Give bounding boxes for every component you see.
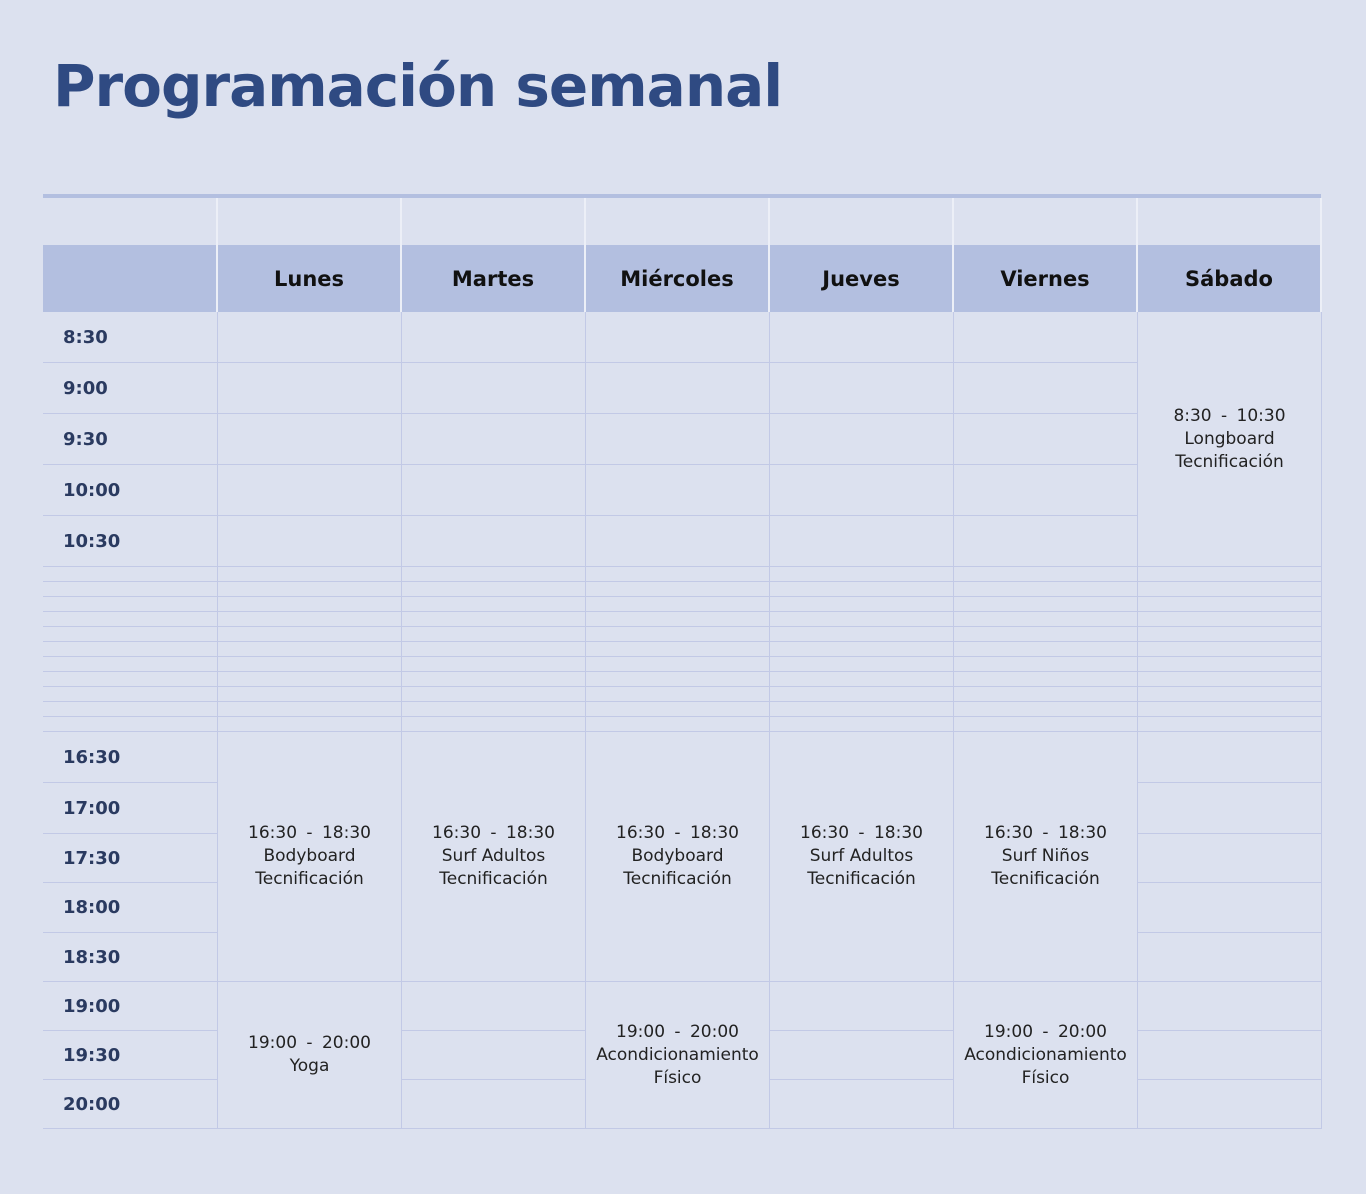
header-corner [43,245,218,312]
event-level: Tecnificación [991,869,1100,889]
empty-slot[interactable] [770,702,954,717]
empty-slot[interactable] [218,567,402,582]
empty-slot[interactable] [218,612,402,627]
empty-slot[interactable] [1138,834,1322,883]
empty-slot[interactable] [770,642,954,657]
empty-slot[interactable] [402,567,586,582]
empty-slot[interactable] [1138,883,1322,933]
empty-slot[interactable] [770,657,954,672]
empty-slot[interactable] [218,597,402,612]
empty-slot[interactable] [402,597,586,612]
empty-slot[interactable] [218,582,402,597]
event-name: Acondicionamiento [964,1044,1127,1065]
spacer-cell [43,198,218,245]
empty-slot[interactable] [954,312,1138,363]
empty-slot[interactable] [954,717,1138,732]
empty-slot[interactable] [586,567,770,582]
empty-slot[interactable] [402,312,586,363]
event-level: Tecnificación [807,869,916,889]
event-name: Surf Niños [1001,846,1090,866]
empty-slot[interactable] [402,672,586,687]
spacer-cell [1138,198,1322,245]
event-viernes-surf-ninos[interactable] [954,732,1138,982]
day-header-viernes: Viernes [954,245,1138,312]
empty-slot[interactable] [402,717,586,732]
event-level: Tecnificación [439,869,548,889]
empty-slot[interactable] [1138,657,1322,672]
empty-slot[interactable] [218,687,402,702]
event-lunes-yoga[interactable] [218,982,402,1129]
empty-slot[interactable] [954,516,1138,567]
empty-slot[interactable] [770,363,954,414]
spacer-cell [402,198,586,245]
empty-slot[interactable] [954,414,1138,465]
empty-slot[interactable] [402,516,586,567]
event-name: Surf Adultos [441,846,546,866]
event-level: Tecnificación [623,869,732,889]
empty-slot[interactable] [402,414,586,465]
empty-slot[interactable] [586,612,770,627]
spacer-cell [770,198,954,245]
empty-slot[interactable] [218,702,402,717]
empty-slot[interactable] [43,657,218,672]
empty-slot[interactable] [43,702,218,717]
day-header-sabado: Sábado [1138,245,1322,312]
event-name: Bodyboard [631,846,724,866]
empty-slot[interactable] [1138,687,1322,702]
empty-slot[interactable] [402,687,586,702]
empty-slot[interactable] [402,642,586,657]
empty-slot[interactable] [770,597,954,612]
empty-slot[interactable] [586,717,770,732]
empty-slot[interactable] [1138,627,1322,642]
event-time: 16:30 - 18:30 [616,823,739,843]
empty-slot[interactable] [586,672,770,687]
empty-slot[interactable] [1138,642,1322,657]
empty-slot[interactable] [770,567,954,582]
empty-slot[interactable] [1138,1031,1322,1080]
empty-slot[interactable] [218,312,402,363]
empty-slot[interactable] [1138,717,1322,732]
empty-slot[interactable] [586,516,770,567]
empty-slot[interactable] [954,582,1138,597]
empty-slot[interactable] [402,1031,586,1080]
event-level: Físico [1021,1067,1070,1088]
empty-slot[interactable] [770,1031,954,1080]
event-jueves-surf-adultos[interactable] [770,732,954,982]
empty-slot[interactable] [770,982,954,1031]
empty-slot[interactable] [1138,702,1322,717]
empty-slot[interactable] [402,582,586,597]
empty-slot[interactable] [954,672,1138,687]
day-header-martes: Martes [402,245,586,312]
empty-slot[interactable] [586,312,770,363]
empty-slot[interactable] [43,612,218,627]
spacer-cell [586,198,770,245]
time-label: 20:00 [43,1080,218,1129]
schedule-grid [43,198,1321,1126]
time-label: 9:00 [43,363,218,414]
event-miercoles-bodyboard[interactable] [586,732,770,982]
event-name: Acondicionamiento [596,1044,759,1065]
event-lunes-bodyboard[interactable] [218,732,402,982]
event-level: Físico [653,1067,702,1088]
day-header-jueves: Jueves [770,245,954,312]
empty-slot[interactable] [43,567,218,582]
empty-slot[interactable] [770,414,954,465]
empty-slot[interactable] [586,627,770,642]
spacer-cell [218,198,402,245]
event-time: 16:30 - 18:30 [984,823,1107,843]
empty-slot[interactable] [402,363,586,414]
empty-slot[interactable] [43,627,218,642]
event-time: 19:00 - 20:00 [248,1033,371,1053]
empty-slot[interactable] [218,627,402,642]
page-title: Programación semanal [53,52,783,120]
empty-slot[interactable] [218,717,402,732]
time-label: 17:30 [43,834,218,883]
empty-slot[interactable] [43,687,218,702]
empty-slot[interactable] [1138,582,1322,597]
empty-slot[interactable] [954,627,1138,642]
empty-slot[interactable] [586,597,770,612]
empty-slot[interactable] [586,582,770,597]
empty-slot[interactable] [402,982,586,1031]
event-time: 16:30 - 18:30 [800,823,923,843]
event-sabado-longboard[interactable] [1138,312,1322,567]
event-time: 16:30 - 18:30 [248,823,371,843]
spacer-cell [954,198,1138,245]
empty-slot[interactable] [1138,1080,1322,1129]
empty-slot[interactable] [586,657,770,672]
event-time: 19:00 - 20:00 [984,1021,1107,1042]
empty-slot[interactable] [954,363,1138,414]
empty-slot[interactable] [1138,783,1322,834]
empty-slot[interactable] [954,687,1138,702]
empty-slot[interactable] [586,702,770,717]
empty-slot[interactable] [402,465,586,516]
time-label: 8:30 [43,312,218,363]
event-martes-surf-adultos[interactable] [402,732,586,982]
empty-slot[interactable] [586,642,770,657]
empty-slot[interactable] [218,465,402,516]
empty-slot[interactable] [954,657,1138,672]
time-label: 10:30 [43,516,218,567]
empty-slot[interactable] [770,465,954,516]
event-name: Bodyboard [263,846,356,866]
empty-slot[interactable] [402,627,586,642]
empty-slot[interactable] [586,465,770,516]
event-miercoles-acondicionamiento[interactable] [586,982,770,1129]
empty-slot[interactable] [402,702,586,717]
empty-slot[interactable] [1138,597,1322,612]
event-level: Tecnificación [1175,451,1284,472]
empty-slot[interactable] [770,582,954,597]
empty-slot[interactable] [954,567,1138,582]
empty-slot[interactable] [218,414,402,465]
time-label: 16:30 [43,732,218,783]
time-label: 18:30 [43,933,218,982]
empty-slot[interactable] [1138,567,1322,582]
empty-slot[interactable] [586,363,770,414]
day-header-lunes: Lunes [218,245,402,312]
empty-slot[interactable] [770,1080,954,1129]
empty-slot[interactable] [43,582,218,597]
empty-slot[interactable] [770,516,954,567]
time-label: 10:00 [43,465,218,516]
empty-slot[interactable] [218,642,402,657]
empty-slot[interactable] [954,597,1138,612]
empty-slot[interactable] [954,702,1138,717]
empty-slot[interactable] [218,657,402,672]
empty-slot[interactable] [43,717,218,732]
empty-slot[interactable] [218,672,402,687]
empty-slot[interactable] [1138,982,1322,1031]
time-label: 9:30 [43,414,218,465]
empty-slot[interactable] [1138,672,1322,687]
empty-slot[interactable] [954,465,1138,516]
event-name: Surf Adultos [809,846,914,866]
time-label: 17:00 [43,783,218,834]
empty-slot[interactable] [43,672,218,687]
empty-slot[interactable] [770,627,954,642]
empty-slot[interactable] [770,687,954,702]
empty-slot[interactable] [43,642,218,657]
empty-slot[interactable] [402,612,586,627]
empty-slot[interactable] [586,687,770,702]
empty-slot[interactable] [218,363,402,414]
empty-slot[interactable] [1138,612,1322,627]
empty-slot[interactable] [43,597,218,612]
event-time: 19:00 - 20:00 [616,1021,739,1042]
event-time: 16:30 - 18:30 [432,823,555,843]
empty-slot[interactable] [770,672,954,687]
empty-slot[interactable] [218,516,402,567]
empty-slot[interactable] [770,612,954,627]
empty-slot[interactable] [402,1080,586,1129]
event-time: 8:30 - 10:30 [1173,405,1286,426]
time-label: 19:30 [43,1031,218,1080]
event-viernes-acondicionamiento[interactable] [954,982,1138,1129]
empty-slot[interactable] [586,414,770,465]
time-label: 19:00 [43,982,218,1031]
empty-slot[interactable] [770,312,954,363]
empty-slot[interactable] [954,642,1138,657]
time-label: 18:00 [43,883,218,933]
event-level: Tecnificación [255,869,364,889]
empty-slot[interactable] [1138,933,1322,982]
empty-slot[interactable] [770,717,954,732]
empty-slot[interactable] [954,612,1138,627]
empty-slot[interactable] [402,657,586,672]
event-name: Longboard [1184,428,1275,449]
event-name: Yoga [289,1056,330,1076]
day-header-miercoles: Miércoles [586,245,770,312]
empty-slot[interactable] [1138,732,1322,783]
